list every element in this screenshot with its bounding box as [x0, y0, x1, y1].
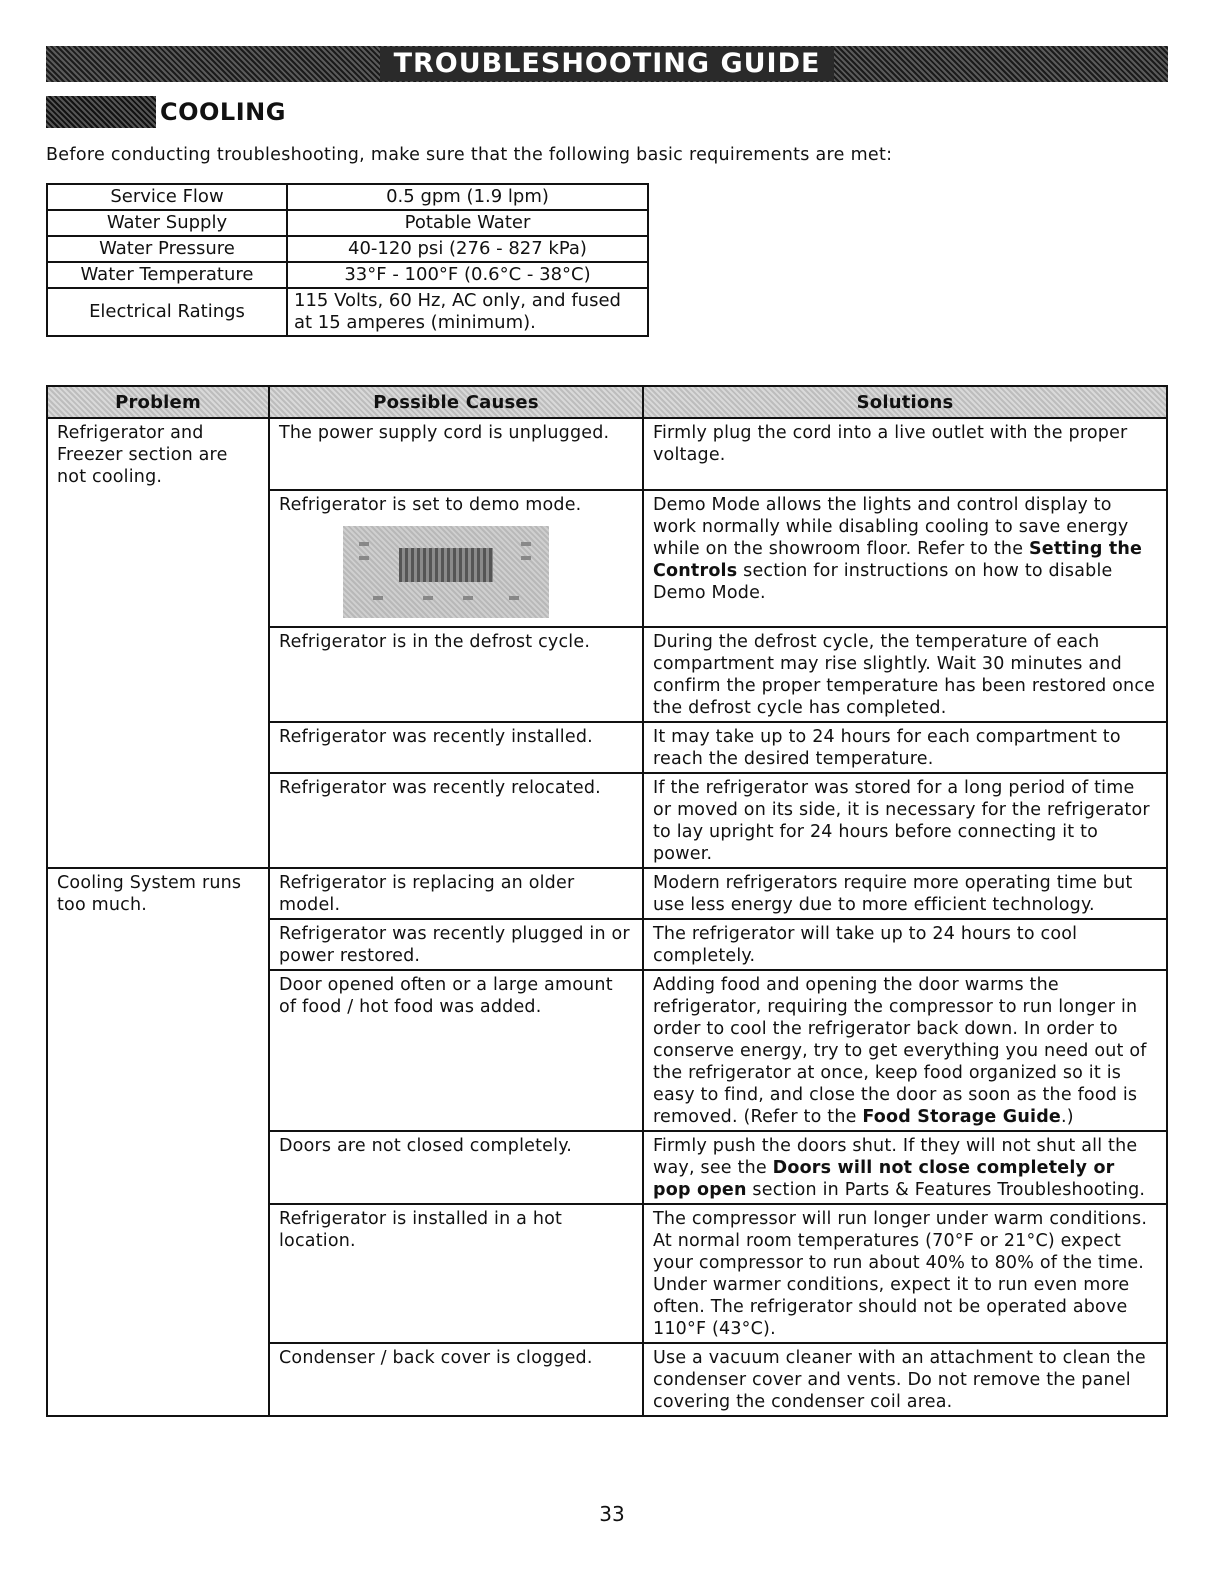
cause-cell: Refrigerator was recently relocated.	[269, 773, 643, 868]
requirement-row	[47, 262, 648, 288]
requirement-label: Water Pressure	[47, 236, 287, 262]
cause-cell: Refrigerator was recently installed.	[269, 722, 643, 773]
table-row	[47, 868, 1167, 919]
solution-cell: Firmly push the doors shut. If they will not shut all the way, see the Doors will not close completely or pop open section in Parts & Features Troubleshooting.	[643, 1131, 1167, 1204]
solution-cell: During the defrost cycle, the temperature of each compartment may rise slightly. Wait 30 minutes and confirm the proper temperature has been restored once the defrost cycle has completed.	[643, 627, 1167, 722]
control-display	[399, 548, 493, 582]
table-row	[47, 490, 1167, 627]
section-marker	[46, 96, 156, 128]
table-row	[47, 418, 1167, 490]
cause-cell: Refrigerator is replacing an older model.	[269, 868, 643, 919]
solution-cell: Demo Mode allows the lights and control display to work normally while disabling cooling to save energy while on the showroom floor. Refer to the Setting the Controls section for instructions on how to disable Demo Mode.	[643, 490, 1167, 627]
page-banner	[46, 46, 1168, 82]
requirement-row	[47, 210, 648, 236]
problem-cell	[47, 1204, 269, 1343]
table-row	[47, 1343, 1167, 1416]
table-row	[47, 1204, 1167, 1343]
problem-cell	[47, 490, 269, 627]
section-reference: Doors will not close completely or pop open	[653, 1158, 1115, 1200]
problem-cell: Refrigerator and Freezer section are not cooling.	[47, 418, 269, 490]
page-number: 33	[599, 1502, 625, 1526]
requirement-value: 40-120 psi (276 - 827 kPa)	[287, 236, 648, 262]
requirement-value: 33°F - 100°F (0.6°C - 38°C)	[287, 262, 648, 288]
cause-cell: Refrigerator was recently plugged in or power restored.	[269, 919, 643, 970]
cause-cell: Condenser / back cover is clogged.	[269, 1343, 643, 1416]
problem-cell	[47, 1343, 269, 1416]
troubleshooting-table	[46, 385, 1168, 1417]
cause-cell: Door opened often or a large amount of food / hot food was added.	[269, 970, 643, 1131]
solution-cell: Modern refrigerators require more operating time but use less energy due to more efficient technology.	[643, 868, 1167, 919]
table-header-row	[47, 386, 1167, 418]
solution-cell: Firmly plug the cord into a live outlet with the proper voltage.	[643, 418, 1167, 490]
problem-cell	[47, 627, 269, 722]
requirement-value: 0.5 gpm (1.9 lpm)	[287, 184, 648, 210]
header-problem: Problem	[47, 386, 269, 418]
problem-cell	[47, 1131, 269, 1204]
solution-cell: Use a vacuum cleaner with an attachment to clean the condenser cover and vents. Do not remove the panel covering the condenser coil area.	[643, 1343, 1167, 1416]
problem-cell	[47, 919, 269, 970]
table-row	[47, 919, 1167, 970]
section-reference: Food Storage Guide	[862, 1107, 1062, 1127]
requirement-label: Service Flow	[47, 184, 287, 210]
table-row	[47, 627, 1167, 722]
solution-cell: It may take up to 24 hours for each compartment to reach the desired temperature.	[643, 722, 1167, 773]
requirement-label: Water Temperature	[47, 262, 287, 288]
header-solutions: Solutions	[643, 386, 1167, 418]
cause-cell: The power supply cord is unplugged.	[269, 418, 643, 490]
table-row	[47, 970, 1167, 1131]
cause-cell: Doors are not closed completely.	[269, 1131, 643, 1204]
cause-cell: Refrigerator is installed in a hot location.	[269, 1204, 643, 1343]
control-panel-image	[343, 526, 549, 618]
table-row	[47, 773, 1167, 868]
solution-cell: The refrigerator will take up to 24 hours to cool completely.	[643, 919, 1167, 970]
requirement-row	[47, 288, 648, 336]
requirements-table	[46, 183, 649, 337]
solution-cell: The compressor will run longer under warm conditions. At normal room temperatures (70°F or 21°C) expect your compressor to run about 40% to 80% of the time. Under warmer conditions, expect it to run even more often. The refrigerator should not be operated above 110°F (43°C).	[643, 1204, 1167, 1343]
solution-cell: If the refrigerator was stored for a long period of time or moved on its side, it is necessary for the refrigerator to lay upright for 24 hours before connecting it to power.	[643, 773, 1167, 868]
solution-cell: Adding food and opening the door warms the refrigerator, requiring the compressor to run longer in order to cool the refrigerator back down. In order to conserve energy, try to get everything you need out of the refrigerator at once, keep food organized so it is easy to find, and close the door as soon as the food is removed. (Refer to the Food Storage Guide.)	[643, 970, 1167, 1131]
requirement-label: Water Supply	[47, 210, 287, 236]
requirement-value: Potable Water	[287, 210, 648, 236]
requirement-label: Electrical Ratings	[47, 288, 287, 336]
section-reference: Setting the Controls	[653, 539, 1143, 581]
cause-text: Refrigerator is set to demo mode.	[279, 495, 582, 515]
requirement-value: 115 Volts, 60 Hz, AC only, and fused at 15 amperes (minimum).	[287, 288, 648, 336]
requirement-row	[47, 236, 648, 262]
requirement-row	[47, 184, 648, 210]
problem-cell: Cooling System runs too much.	[47, 868, 269, 919]
cause-cell	[269, 490, 643, 627]
cause-cell: Refrigerator is in the defrost cycle.	[269, 627, 643, 722]
intro-text: Before conducting troubleshooting, make sure that the following basic requirements are met:	[46, 145, 893, 165]
section-title: COOLING	[160, 98, 286, 126]
header-causes: Possible Causes	[269, 386, 643, 418]
banner-title: TROUBLESHOOTING GUIDE	[380, 47, 835, 81]
table-row	[47, 1131, 1167, 1204]
problem-cell	[47, 722, 269, 773]
table-row	[47, 722, 1167, 773]
problem-cell	[47, 970, 269, 1131]
problem-cell	[47, 773, 269, 868]
